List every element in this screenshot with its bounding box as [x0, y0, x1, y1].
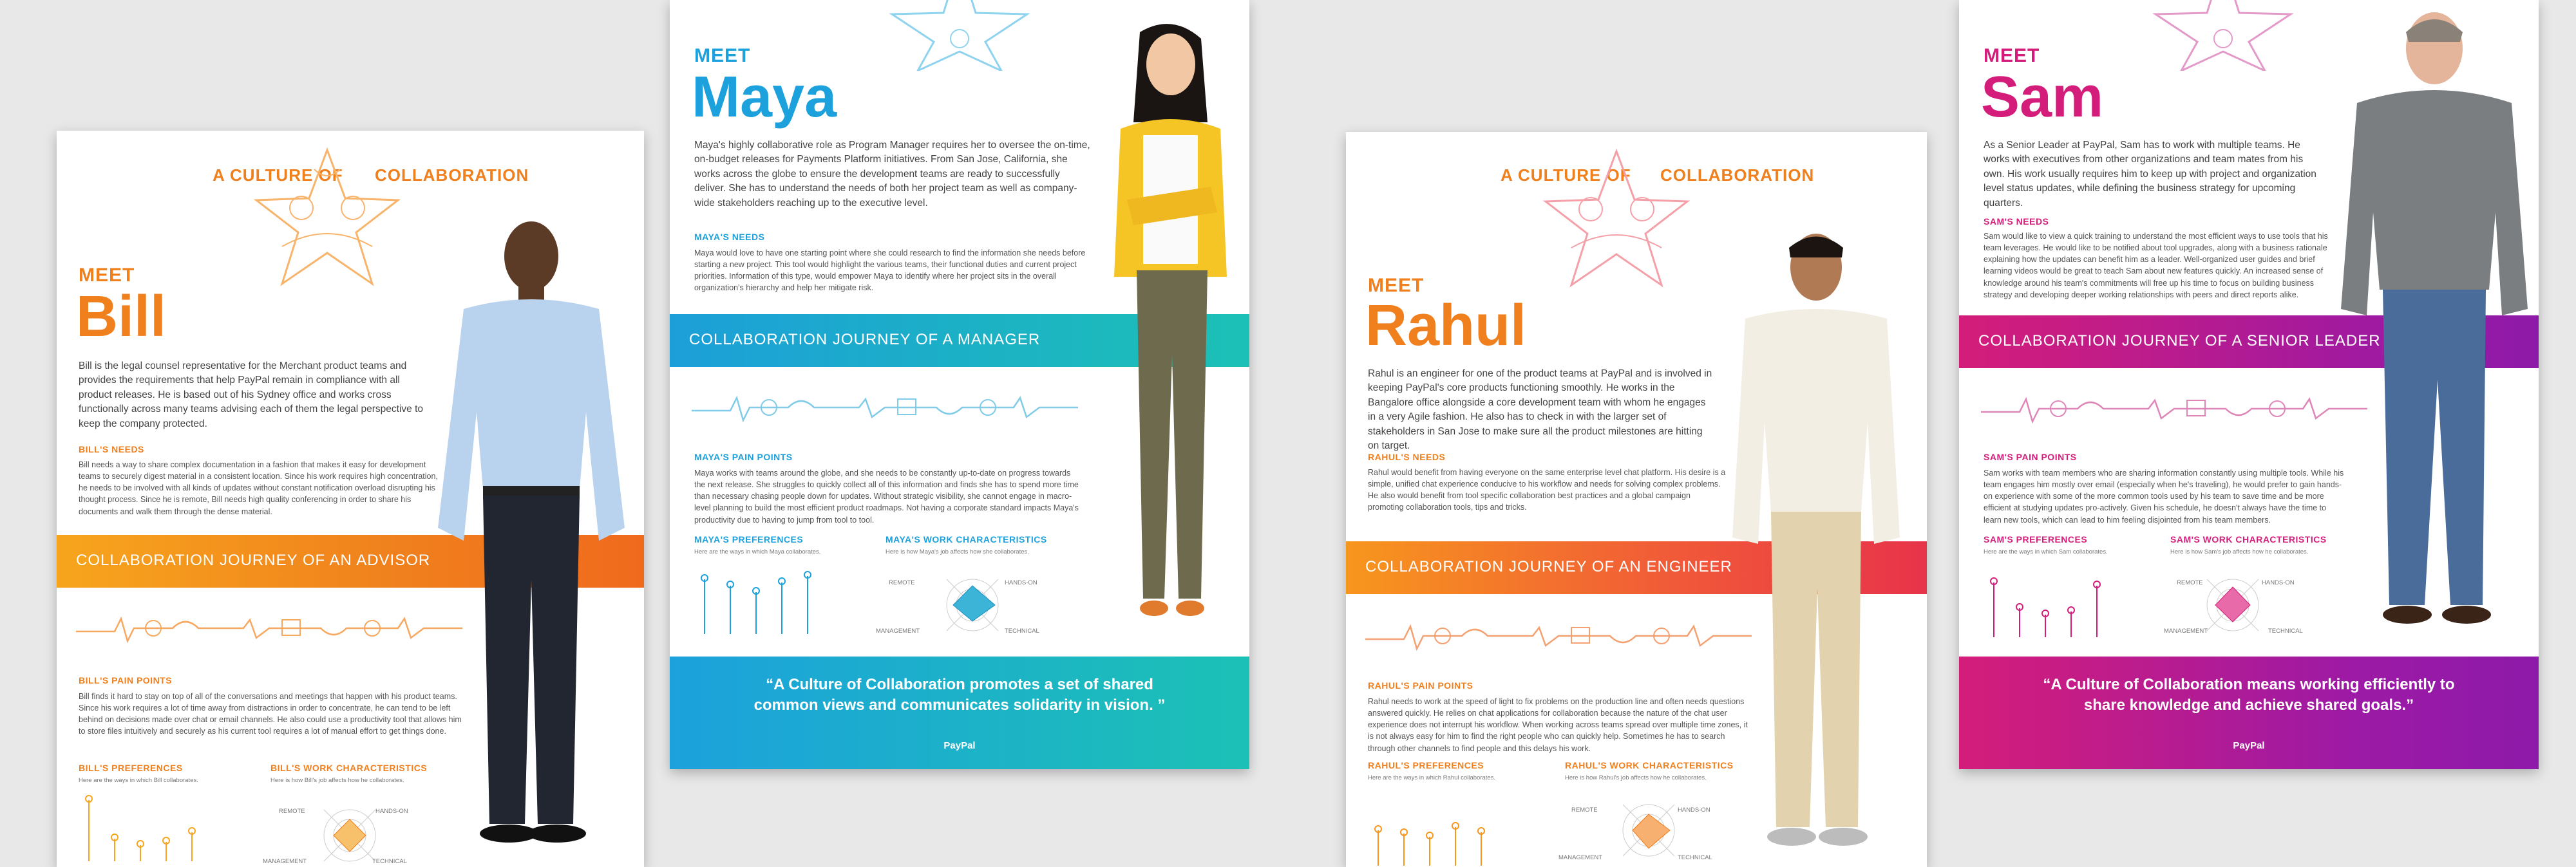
meet-label: MEET: [79, 265, 135, 286]
meet-label: MEET: [1984, 45, 2040, 66]
persona-intro: Maya's highly collaborative role as Program Manager requires her to oversee the on-time, on-budget releases for Payments Platform initiatives. From San Jose, California, she works across the globe to ensure the development teams are ready to successfully deliver. She has to understand the needs of both her project team as well as company-wide stakeholders reaching up to the executive level.: [694, 140, 1090, 209]
work-heading: RAHUL'S WORK CHARACTERISTICS: [1565, 760, 1734, 770]
radar-label-technical: TECHNICAL: [1005, 628, 1039, 635]
journey-band-label: COLLABORATION JOURNEY OF A SENIOR LEADER: [1978, 332, 2381, 350]
persona-name: Maya: [692, 65, 837, 129]
needs-heading: SAM'S NEEDS: [1984, 216, 2049, 227]
radar-label-management: MANAGEMENT: [1558, 854, 1603, 861]
persona-name: Bill: [76, 284, 167, 349]
radar-label-technical: TECHNICAL: [2268, 628, 2303, 635]
persona-intro: As a Senior Leader at PayPal, Sam has to work with multiple teams. He works with executives from other organizations and team mates from his own. His work usually requires him to keep up with project and organization level status updates, while defining the business strategy for upcoming quarters.: [1984, 140, 2316, 209]
quote-band: [1959, 657, 2539, 769]
needs-heading: RAHUL'S NEEDS: [1368, 452, 1446, 462]
radar-label-hands-on: HANDS-ON: [1678, 806, 1710, 814]
culture-title-left: A CULTURE OF: [1501, 165, 1631, 185]
needs-text: Bill needs a way to share complex documentation in a fashion that makes it easy for development teams to securely digest material in a consistent location. Since his work requires high concentration, he needs to be involved with all kinds of updates without constant notification overload disrupting his thought process. Since he is remote, Bill needs high quality conferencing in order to share his documents and walk them through the dense material.: [79, 460, 438, 516]
radar-label-management: MANAGEMENT: [876, 628, 920, 635]
culture-title-right: COLLABORATION: [375, 165, 529, 185]
star-doodle-icon: [889, 0, 1030, 71]
rahul-photo: [1707, 228, 1926, 867]
journey-doodle-icon: [1981, 393, 2367, 425]
maya-photo: [1088, 19, 1249, 644]
paypal-logo: PayPal: [2233, 740, 2265, 751]
persona-intro: Rahul is an engineer for one of the product teams at PayPal and is involved in keeping PayPal's core products functioning smoothly. He works in the Bangalore office alongside a core development team with whom he engages in a very Agile fashion. He also has to check in with the larger set of stakeholders in San Jose to make sure all the product milestones are hitting on target.: [1368, 368, 1712, 452]
preferences-heading: RAHUL'S PREFERENCES: [1368, 760, 1484, 770]
radar-label-technical: TECHNICAL: [372, 858, 407, 865]
quote-text: “A Culture of Collaboration means working efficiently to share knowledge and achieve shared goals.”: [2043, 676, 2455, 714]
work-sub: Here is how Bill's job affects how he collaborates.: [270, 777, 404, 784]
preferences-sub: Here are the ways in which Rahul collaborates.: [1368, 774, 1496, 781]
radar-label-hands-on: HANDS-ON: [375, 808, 408, 815]
journey-doodle-icon: [692, 391, 1078, 424]
work-sub: Here is how Rahul's job affects how he collaborates.: [1565, 774, 1707, 781]
work-heading: SAM'S WORK CHARACTERISTICS: [2170, 534, 2327, 545]
pain-heading: RAHUL'S PAIN POINTS: [1368, 680, 1473, 691]
preferences-chart: [698, 566, 840, 637]
sam-photo: [2331, 6, 2537, 644]
journey-band-label: COLLABORATION JOURNEY OF AN ENGINEER: [1365, 558, 1732, 575]
preferences-chart: [1372, 795, 1513, 866]
preferences-sub: Here are the ways in which Bill collaborates.: [79, 777, 198, 784]
radar-label-management: MANAGEMENT: [263, 858, 307, 865]
journey-doodle-icon: [76, 612, 462, 644]
needs-text: Maya would love to have one starting point where she could research to find the information she needs before starting a new project. This tool would highlight the various teams, their functional duties and current project priorities. Information of this type, would empower Maya to identify where her project sits in the overall organization's hierarchy and help her mitigate risk.: [694, 248, 1086, 293]
star-doodle-icon: [1533, 145, 1700, 293]
bill-photo: [419, 219, 650, 867]
pain-heading: SAM'S PAIN POINTS: [1984, 452, 2077, 462]
needs-heading: MAYA'S NEEDS: [694, 232, 765, 242]
radar-label-remote: REMOTE: [2177, 579, 2203, 586]
preferences-sub: Here are the ways in which Maya collaborates.: [694, 548, 821, 555]
preferences-heading: SAM'S PREFERENCES: [1984, 534, 2088, 545]
work-heading: BILL'S WORK CHARACTERISTICS: [270, 763, 428, 773]
needs-text: Sam would like to view a quick training to understand the most efficient ways to use tools that his team leverages. He would like to be notified about tool upgrades, along with a business rationale explaining how the updates can benefit him as a leader. Well-organized user guides and brief learning videos would be great to teach Sam about new features quickly. An increased sense of knowledge around his team's commitments will free up his time to focus on building business strategy and developing deeper working relationships with peers and direct reports alike.: [1984, 232, 2328, 299]
pain-text: Sam works with team members who are sharing information constantly using multiple tools. While his team engages him mostly over email (especially when he's traveling), he would prefer to gain hands-on experience with some of the more common tools used by his team to save time and be more efficient at studying updates pro-actively. Given his schedule, he doesn't always have the time to learn new tools, which can lead to him feeling disjointed from his team members.: [1984, 469, 2344, 525]
needs-text: Rahul would benefit from having everyone on the same enterprise level chat platform. His desire is a simple, unified chat experience conducive to his workflow and needs for solving complex problems. He also would benefit from tool specific collaboration best practices and a global campaign promoting collaboration tools, tips and tricks.: [1368, 468, 1726, 512]
work-sub: Here is how Sam's job affects how he collaborates.: [2170, 548, 2309, 555]
pain-text: Rahul needs to work at the speed of light to fix problems on the production line and often needs questions answered quickly. He relies on chat applications for collaboration because the nature of the chat user experience does not interrupt his workflow. When working across teams spread over multiple time zones, it is not always easy for him to find the right people who can quickly help. Sometimes he has to search through other channels to find people and this delays his work.: [1368, 697, 1748, 753]
journey-band-label: COLLABORATION JOURNEY OF AN ADVISOR: [76, 552, 431, 569]
radar-label-hands-on: HANDS-ON: [1005, 579, 1037, 586]
radar-label-management: MANAGEMENT: [2164, 628, 2208, 635]
radar-label-remote: REMOTE: [889, 579, 915, 586]
culture-title-right: COLLABORATION: [1660, 165, 1815, 185]
radar-label-remote: REMOTE: [1571, 806, 1598, 814]
culture-title-left: A CULTURE OF: [213, 165, 343, 185]
persona-name: Rahul: [1365, 294, 1527, 358]
meet-label: MEET: [1368, 275, 1425, 296]
work-heading: MAYA'S WORK CHARACTERISTICS: [886, 534, 1047, 545]
journey-band-label: COLLABORATION JOURNEY OF A MANAGER: [689, 331, 1041, 348]
preferences-heading: BILL'S PREFERENCES: [79, 763, 183, 773]
persona-name: Sam: [1981, 65, 2104, 129]
journey-doodle-icon: [1365, 620, 1752, 652]
star-doodle-icon: [2152, 0, 2294, 71]
preferences-chart: [1987, 570, 2129, 640]
persona-intro: Bill is the legal counsel representative for the Merchant product teams and provides the requirements that help PayPal remain in compliance with all product releases. He is based out of his Sydney office and works cross functionally across many teams advising each of them the legal perspective to keep the company protected.: [79, 360, 424, 429]
meet-label: MEET: [694, 45, 751, 66]
work-sub: Here is how Maya's job affects how she collaborates.: [886, 548, 1029, 555]
paypal-logo: PayPal: [943, 740, 976, 751]
star-doodle-icon: [243, 144, 411, 292]
preferences-sub: Here are the ways in which Sam collaborates.: [1984, 548, 2108, 555]
quote-text: “A Culture of Collaboration promotes a set of shared common views and communicates solidarity in vision. ”: [753, 676, 1166, 714]
pain-text: Bill finds it hard to stay on top of all of the conversations and meetings that happen with his product teams. Since his work requires a lot of time away from distractions in order to concentrate, he can tend to be left behind on decisions made over chat or email channels. He also could use a productivity tool that allows him to store files intuitively and securely as his current tool requires a lot of manual effort to get things done.: [79, 692, 462, 736]
preferences-heading: MAYA'S PREFERENCES: [694, 534, 804, 545]
radar-label-hands-on: HANDS-ON: [2262, 579, 2295, 586]
pain-text: Maya works with teams around the globe, and she needs to be constantly up-to-date on progress towards the next release. She struggles to quickly collect all of this information and finds she has to spend more time than necessary chasing people down for updates. Without strategic visibility, she cannot engage in macro-level planning to build the most efficient product roadmaps. Not having a corporate standard impacts Maya's productivity due to having to jump from tool to tool.: [694, 469, 1079, 525]
preferences-chart: [82, 794, 224, 864]
quote-band: [670, 657, 1249, 769]
pain-heading: MAYA'S PAIN POINTS: [694, 452, 793, 462]
needs-heading: BILL'S NEEDS: [79, 444, 144, 454]
radar-label-technical: TECHNICAL: [1678, 854, 1712, 861]
pain-heading: BILL'S PAIN POINTS: [79, 675, 173, 685]
radar-label-remote: REMOTE: [279, 808, 305, 815]
